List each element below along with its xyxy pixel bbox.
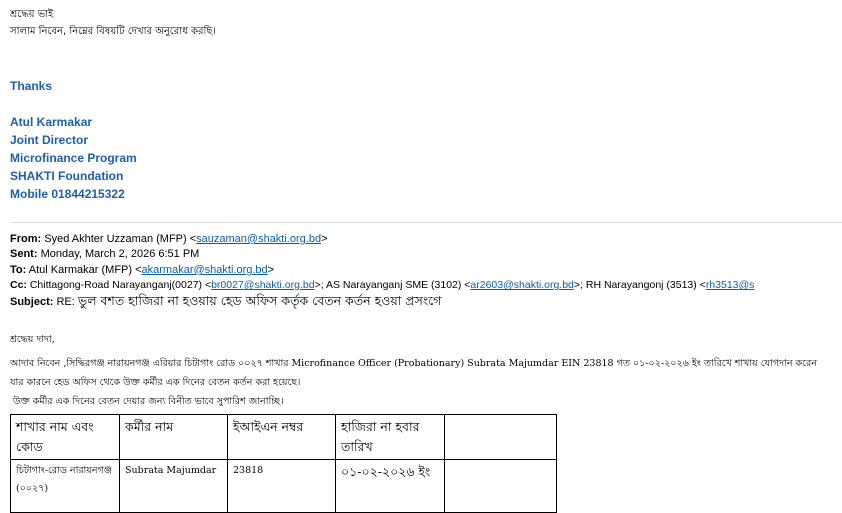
table-header-cell: হাজিরা না হবার তারিখ xyxy=(341,419,420,454)
table-cell: ০১-০২-২০২৬ ইং xyxy=(341,464,431,479)
salary-table xyxy=(10,414,557,513)
header-subject xyxy=(10,293,442,313)
to-email-link[interactable]: akarmakar@shakti.org.bd xyxy=(141,264,268,276)
signature-org: SHAKTI Foundation xyxy=(10,169,124,183)
from-name: Syed Akhter Uzzaman (MFP) < xyxy=(44,233,197,245)
table-header-cell: শাখার নাম এবং কোড xyxy=(16,419,94,454)
cc-email-link-3[interactable]: rh3513@s xyxy=(705,279,755,291)
cc-email-link-2[interactable]: ar2603@shakti.org.bd xyxy=(470,279,574,291)
body-salutation: শ্রদ্ধেয় দাদা, xyxy=(10,334,55,345)
signature-mobile: Mobile 01844215322 xyxy=(10,187,125,201)
header-sent xyxy=(10,248,199,260)
header-separator xyxy=(10,222,842,223)
header-from xyxy=(10,233,328,245)
from-email-link[interactable]: sauzaman@shakti.org.bd xyxy=(196,233,322,245)
cc-part-3: >; RH Narayangonj (3513) < xyxy=(573,279,706,291)
to-close: > xyxy=(267,264,275,276)
subject-label: Subject: xyxy=(10,296,54,308)
cc-part-1: Chittagong-Road Narayanganj(0027) < xyxy=(29,279,212,291)
to-label: To: xyxy=(10,264,27,276)
header-cc xyxy=(10,279,754,291)
table-cell: চিটাগাং-রোড নারায়নগঞ্জ (০০২৭) xyxy=(16,465,112,494)
cc-email-link-1[interactable]: br0027@shakti.org.bd xyxy=(211,279,315,291)
table-cell: Subrata Majumdar xyxy=(125,465,217,476)
sent-value: Monday, March 2, 2026 6:51 PM xyxy=(40,248,200,260)
body-paragraph-1: আদাব নিবেন ,সিদ্ধিরগঞ্জ নারায়নগঞ্জ এরিয়ার চিটাগাং রোড ০০২৭ শাখার Microfinance Officer (Probationary) Subrata Majumdar EIN 23818 গত ০১-০২-২০২৬ ইং তারিখে শাখায় যোগদান করেন xyxy=(10,358,817,369)
signature-name: Atul Karmakar xyxy=(10,115,93,129)
body-paragraph-2: যার কারনে হেড অফিস থেকে উক্ত কর্মীর এক দিনের বেতন কর্তন করা হয়েছে। xyxy=(10,377,301,388)
signature-title: Joint Director xyxy=(10,133,89,147)
table-header-row xyxy=(11,415,557,460)
from-close: > xyxy=(321,233,328,245)
cc-part-2: >; AS Narayanganj SME (3102) < xyxy=(314,279,471,291)
body-paragraph-3: উক্ত কর্মীর এক দিনের বেতন দেয়ার জন্য বিনীত ভাবে সুপারিশ জানাচ্ছি। xyxy=(13,396,284,407)
signature-thanks: Thanks xyxy=(10,79,53,93)
table-header-cell: ইআইএন নম্বর xyxy=(233,419,304,434)
to-name: Atul Karmakar (MFP) < xyxy=(28,264,142,276)
greeting-line-1: শ্রদ্ধেয় ভাই xyxy=(10,9,54,20)
table-cell: 23818 xyxy=(233,465,264,476)
subject-prefix: RE: xyxy=(56,296,75,308)
sent-label: Sent: xyxy=(10,248,38,260)
greeting-line-2: সালাম নিবেন, নিম্নের বিষয়টি দেখার অনুরোধ করছি। xyxy=(10,26,216,37)
table-row xyxy=(11,460,557,513)
subject-value: ভুল বশত হাজিরা না হওয়ায় হেড অফিস কর্তৃক বেতন কর্তন হওয়া প্রসংগে xyxy=(77,293,442,308)
from-label: From: xyxy=(10,233,42,245)
signature-program: Microfinance Program xyxy=(10,151,137,165)
table-header-cell: কর্মীর নাম xyxy=(125,419,174,434)
header-to xyxy=(10,264,274,276)
cc-label: Cc: xyxy=(10,279,27,291)
